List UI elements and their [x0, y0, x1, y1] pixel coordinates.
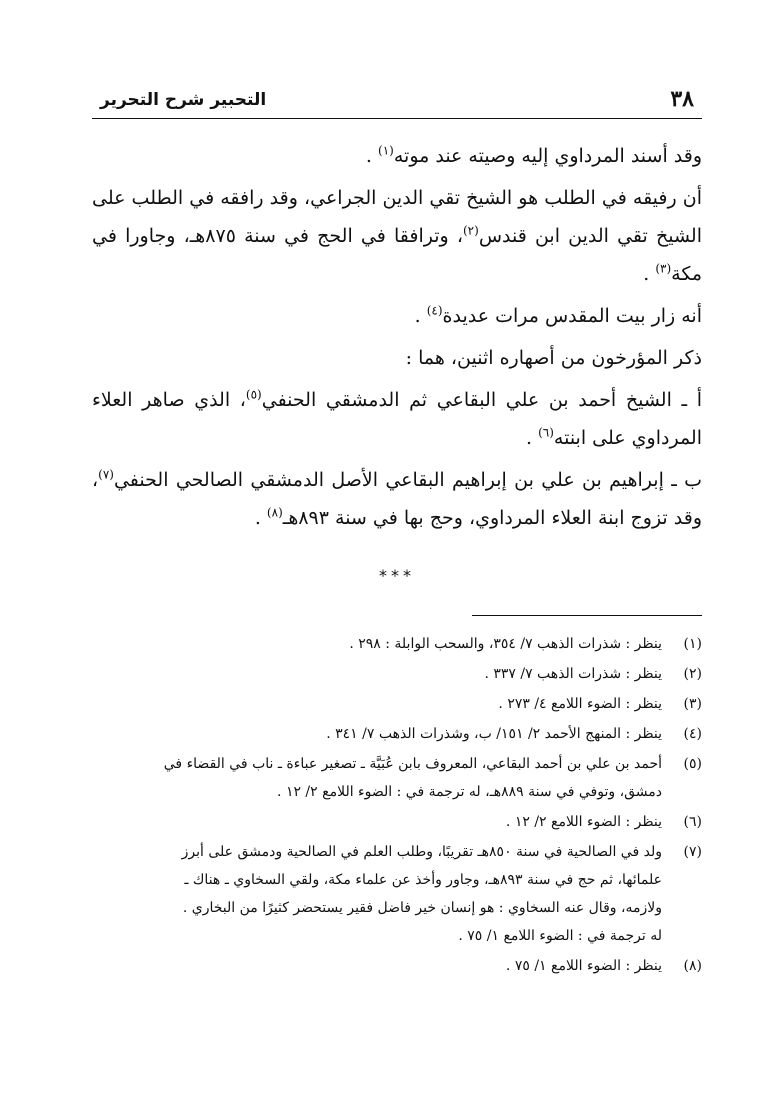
footnote-text: ولد في الصالحية في سنة ٨٥٠هـ تقريبًا، وطلب العلم في الصالحية ودمشق على أبرز [181, 844, 662, 860]
footnote-reference: (٧) [98, 467, 114, 482]
book-page [92, 80, 702, 1080]
paragraph [92, 381, 702, 457]
paragraph-text: ، وترافقا في الحج في سنة ٨٧٥هـ، وجاورا في مكة [92, 225, 702, 285]
paragraph-text: أ ـ الشيخ أحمد بن علي البقاعي ثم الدمشقي الحنفي [261, 389, 702, 411]
running-header [92, 80, 702, 119]
footnote-number: (٥) [683, 756, 702, 772]
footnote-text: ينظر : الضوء اللامع ١/ ٧٥ . [505, 958, 662, 974]
paragraph-text: ب ـ إبراهيم بن علي بن إبراهيم البقاعي الأصل الدمشقي الصالحي الحنفي [113, 469, 702, 491]
footnote-reference: (٤) [426, 303, 443, 318]
paragraph-text: . [254, 507, 267, 529]
footnote-text: ينظر : شذرات الذهب ٧/ ٣٣٧ . [484, 666, 662, 682]
footnote-reference: (١) [378, 143, 394, 158]
footnote-text: علمائها، ثم حج في سنة ٨٩٣هـ، وجاور وأخذ عن علماء مكة، ولقي السخاوي ـ هناك ـ [184, 872, 662, 888]
footnote-number: (٣) [683, 696, 702, 712]
paragraph-text: ، وقد تزوج ابنة العلاء المرداوي، وحج بها في سنة ٨٩٣هـ [92, 469, 702, 529]
footnote-number: (٧) [683, 844, 702, 860]
footnote-reference: (٢) [462, 223, 479, 238]
footnote-number: (٢) [683, 666, 702, 682]
footnote [92, 690, 702, 718]
footnote [92, 808, 702, 836]
footnote-text: ينظر : الضوء اللامع ٢/ ١٢ . [505, 814, 662, 830]
paragraph [92, 339, 702, 377]
footnote-text: ولازمه، وقال عنه السخاوي : هو إنسان خير فاضل فقير يستحضر كثيرًا من البخاري . [182, 900, 662, 916]
footnote-text: دمشق، وتوفي في سنة ٨٨٩هـ، له ترجمة في : الضوء اللامع ٢/ ١٢ . [277, 784, 662, 800]
paragraph-text: أنه زار بيت المقدس مرات عديدة [442, 305, 702, 327]
footnote-text: أحمد بن علي بن أحمد البقاعي، المعروف بابن عُبَيَّة ـ تصغير عباءة ـ ناب في القضاء في [163, 756, 662, 772]
footnote [92, 838, 702, 950]
paragraph-text: . [414, 305, 427, 327]
footnote [92, 630, 702, 658]
paragraph-text: . [365, 145, 379, 167]
paragraph [92, 179, 702, 293]
footnote [92, 952, 702, 980]
footnote-text: ينظر : المنهج الأحمد ٢/ ١٥١/ ب، وشذرات الذهب ٧/ ٣٤١ . [326, 726, 662, 742]
footnote [92, 720, 702, 748]
footnote-divider [472, 615, 702, 616]
paragraph-text: ، الذي صاهر العلاء المرداوي على ابنته [92, 389, 702, 449]
footnote-text: ينظر : الضوء اللامع ٤/ ٢٧٣ . [498, 696, 662, 712]
footnote-number: (٨) [683, 958, 702, 974]
page-number: ٣٨ [670, 86, 694, 112]
paragraph [92, 461, 702, 537]
footnote-number: (٤) [683, 726, 702, 742]
paragraph-text: أن رفيقه في الطلب هو الشيخ تقي الدين الجراعي، وقد رافقه في الطلب على الشيخ تقي الدين ابن قندس [92, 187, 702, 247]
book-title: التحبير شرح التحرير [100, 90, 267, 110]
paragraph-text: . [525, 427, 539, 449]
paragraph-text: وقد أسند المرداوي إليه وصيته عند موته [393, 145, 702, 167]
paragraph [92, 137, 702, 175]
footnote-reference: (٦) [538, 425, 554, 440]
footnote-reference: (٨) [266, 505, 283, 520]
footnote-text: له ترجمة في : الضوء اللامع ١/ ٧٥ . [458, 928, 662, 944]
paragraph-text: ذكر المؤرخون من أصهاره اثنين، هما : [405, 347, 702, 369]
paragraph-text: . [643, 263, 656, 285]
footnote [92, 660, 702, 688]
footnote-reference: (٣) [655, 261, 672, 276]
footnote-number: (٦) [683, 814, 702, 830]
footnote [92, 750, 702, 806]
footnote-number: (١) [683, 636, 702, 652]
footnote-reference: (٥) [245, 387, 262, 402]
main-text [92, 137, 702, 595]
footnotes-section [92, 630, 702, 980]
section-separator: *** [379, 566, 415, 585]
footnote-text: ينظر : شذرات الذهب ٧/ ٣٥٤، والسحب الوابلة : ٢٩٨ . [349, 636, 662, 652]
paragraph [92, 297, 702, 335]
